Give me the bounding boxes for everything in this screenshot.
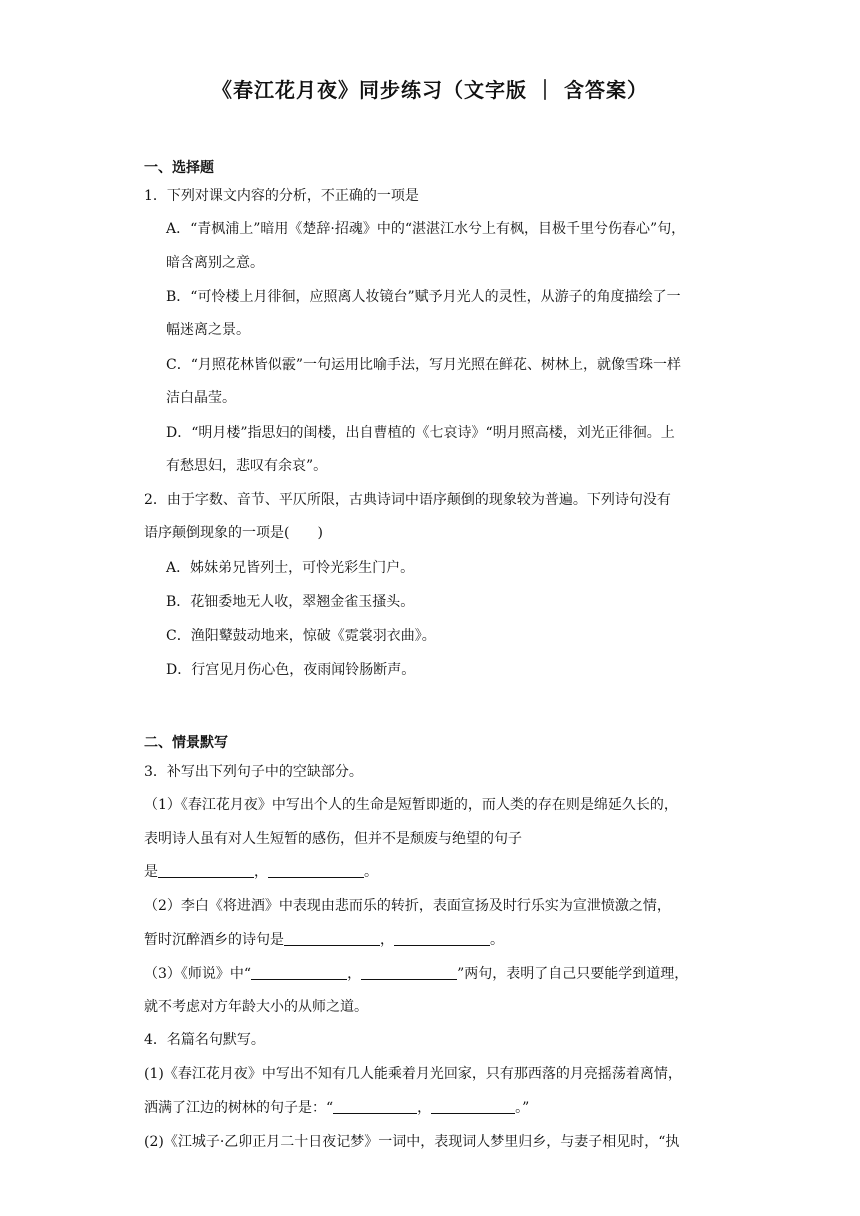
answer-prefix: 暂时沉醉酒乡的诗句是: [144, 932, 284, 948]
question-3-part-1: （1）《春江花月夜》中写出个人的生命是短暂即逝的，而人类的存在则是绵延久长的，: [144, 797, 678, 813]
question-4-part-2: (2)《江城子·乙卯正月二十日夜记梦》一词中，表现词人梦里归乡，与妻子相见时，“执: [144, 1134, 680, 1150]
question-4-stem: 4．名篇名句默写。: [144, 1032, 265, 1048]
question-1-option-c-cont: 洁白晶莹。: [166, 390, 236, 406]
question-3-part-3: （3）《师说》中“ ， ”两句，表明了自己只要能学到道理，: [144, 966, 689, 982]
question-3-part-1-answer-line: 是 ， 。: [144, 864, 378, 880]
question-1-stem: 1．下列对课文内容的分析，不正确的一项是: [144, 188, 419, 204]
answer-blank[interactable]: [394, 931, 490, 946]
question-4-part-1-answer-line: 洒满了江边的树林的句子是：“ ， 。”: [144, 1100, 530, 1116]
question-1-option-c: C．“月照花林皆似霰”一句运用比喻手法，写月光照在鲜花、树林上，就像雪珠一样: [166, 357, 682, 373]
page-title: 《春江花月夜》同步练习（文字版 ｜ 含答案）: [212, 78, 648, 102]
answer-blank[interactable]: [268, 863, 364, 878]
answer-blank[interactable]: [251, 965, 347, 980]
question-1-option-a: A．“青枫浦上”暗用《楚辞·招魂》中的“湛湛江水兮上有枫，目极千里兮伤春心”句，: [166, 221, 686, 237]
question-2-option-a: A．姊妹弟兄皆列士，可怜光彩生门户。: [166, 560, 415, 576]
answer-blank[interactable]: [431, 1099, 515, 1114]
answer-blank[interactable]: [158, 863, 254, 878]
question-2-stem-cont: 语序颠倒现象的一项是( ): [144, 525, 323, 541]
question-2-option-d: D．行宫见月伤心色，夜雨闻铃肠断声。: [166, 662, 416, 678]
question-3-part-2-answer-line: 暂时沉醉酒乡的诗句是 ， 。: [144, 932, 504, 948]
question-2-option-b: B．花钿委地无人收，翠翘金雀玉搔头。: [166, 594, 415, 610]
question-1-option-b: B．“可怜楼上月徘徊，应照离人妆镜台”赋予月光人的灵性，从游子的角度描绘了一: [166, 289, 681, 305]
section-heading-choice: 一、选择题: [144, 160, 214, 176]
question-1-option-b-cont: 幅迷离之景。: [166, 322, 250, 338]
question-1-option-d-cont: 有愁思妇，悲叹有余哀”。: [166, 458, 328, 474]
question-2-option-c: C．渔阳鼙鼓动地来，惊破《霓裳羽衣曲》。: [166, 628, 436, 644]
answer-blank[interactable]: [284, 931, 380, 946]
answer-blank[interactable]: [361, 965, 457, 980]
section-heading-fill: 二、情景默写: [144, 735, 228, 751]
answer-blank[interactable]: [333, 1099, 417, 1114]
answer-prefix: 是: [144, 864, 158, 880]
question-3-part-1-cont: 表明诗人虽有对人生短暂的感伤，但并不是颓废与绝望的句子: [144, 831, 522, 847]
question-3-stem: 3．补写出下列句子中的空缺部分。: [144, 764, 363, 780]
question-1-option-d: D．“明月楼”指思妇的闺楼，出自曹植的《七哀诗》“明月照高楼，刘光正徘徊。上: [166, 425, 675, 441]
question-2-stem: 2．由于字数、音节、平仄所限，古典诗词中语序颠倒的现象较为普遍。下列诗句没有: [144, 492, 671, 508]
question-3-part-2: （2）李白《将进酒》中表现由悲而乐的转折，表面宣扬及时行乐实为宣泄愤激之情，: [144, 898, 671, 914]
question-4-part-1: (1)《春江花月夜》中写出不知有几人能乘着月光回家，只有那西落的月亮摇荡着离情，: [144, 1066, 682, 1082]
question-3-part-3-cont: 就不考虑对方年龄大小的从师之道。: [144, 999, 368, 1015]
question-1-option-a-cont: 暗含离别之意。: [166, 255, 264, 271]
